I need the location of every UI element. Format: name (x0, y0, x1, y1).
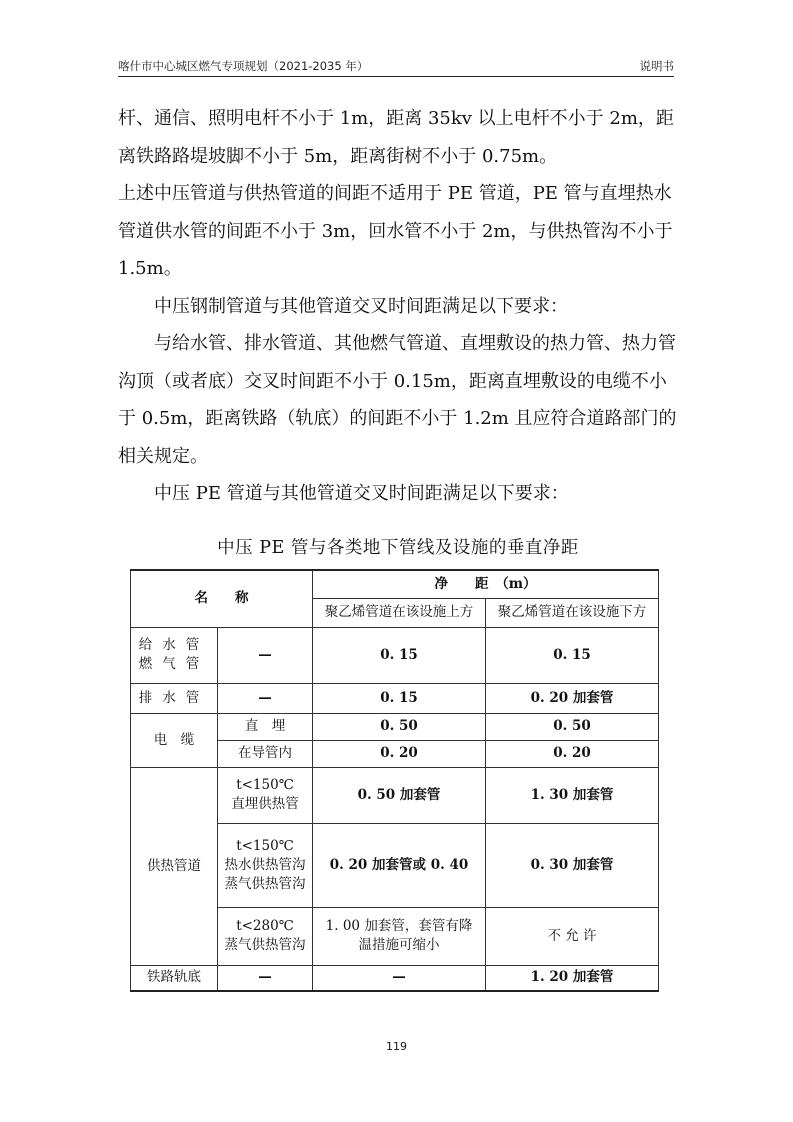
page-header (118, 54, 674, 77)
table-row (131, 683, 659, 713)
cell-sub: 在导管内 (218, 740, 313, 767)
table-row (131, 713, 659, 740)
cell-above: 0. 50 (313, 713, 486, 740)
table-caption: 中压 PE 管与各类地下管线及设施的垂直净距 (217, 538, 579, 558)
cell-name: 排水管 (131, 683, 218, 713)
cell-above: 0. 15 (313, 683, 486, 713)
clearance-table (130, 569, 659, 992)
cell-below: 不 允 许 (486, 907, 659, 965)
body-text (118, 100, 678, 513)
cell-above: 0. 20 加套管或 0. 40 (313, 823, 486, 907)
cell-name: 给水管 燃气管 (131, 627, 218, 683)
table-row (131, 965, 659, 991)
page-number: 119 (386, 1040, 407, 1053)
header-below: 聚乙烯管道在该设施下方 (486, 598, 659, 627)
cell-name: 铁路轨底 (131, 965, 218, 991)
cell-above: 0. 50 加套管 (313, 767, 486, 823)
cell-below: 0. 20 加套管 (486, 683, 659, 713)
cell-sub: — (218, 683, 313, 713)
cell-above: 0. 20 (313, 740, 486, 767)
paragraph-2: 上述中压管道与供热管道的间距不适用于 PE 管道，PE 管与直埋热水管道供水管的间距不小于 3m，回水管不小于 2m，与供热管沟不小于 1.5m。 (118, 183, 673, 279)
header-name: 名 称 (131, 570, 313, 627)
cell-sub: t<150℃ 热水供热管沟 蒸气供热管沟 (218, 823, 313, 907)
cell-below: 1. 20 加套管 (486, 965, 659, 991)
cell-below: 0. 50 (486, 713, 659, 740)
cell-above: 0. 15 (313, 627, 486, 683)
header-above: 聚乙烯管道在该设施上方 (313, 598, 486, 627)
cell-name: 供热管道 (131, 767, 218, 965)
table-header-row (131, 570, 659, 598)
cell-above: 1. 00 加套管，套管有降 温措施可缩小 (313, 907, 486, 965)
cell-sub: — (218, 627, 313, 683)
paragraph-3: 中压钢制管道与其他管道交叉时间距满足以下要求： (154, 295, 568, 317)
cell-sub: — (218, 965, 313, 991)
cell-sub: t<280℃ 蒸气供热管沟 (218, 907, 313, 965)
paragraph-4: 与给水管、排水管道、其他燃气管道、直埋敷设的热力管、热力管沟顶（或者底）交叉时间距不小于 0.15m，距离直埋敷设的电缆不小于 0.5m，距离铁路（轨底）的间距不小于 1.2m 且应符合道路部门的相关规定。 (118, 333, 677, 467)
table-row (131, 767, 659, 823)
paragraph-5: 中压 PE 管道与其他管道交叉时间距满足以下要求： (154, 483, 569, 504)
document-title: 喀什市中心城区燃气专项规划（2021-2035 年） (118, 59, 369, 73)
paragraph-1: 杆、通信、照明电杆不小于 1m，距离 35kv 以上电杆不小于 2m，距离铁路路堤坡脚不小于 5m，距离街树不小于 0.75m。 (118, 108, 674, 167)
cell-name: 电 缆 (131, 713, 218, 767)
cell-below: 0. 20 (486, 740, 659, 767)
section-label: 说明书 (639, 59, 674, 73)
cell-above: — (313, 965, 486, 991)
cell-sub: t<150℃ 直埋供热管 (218, 767, 313, 823)
cell-sub: 直 埋 (218, 713, 313, 740)
table-row (131, 627, 659, 683)
cell-below: 0. 15 (486, 627, 659, 683)
header-clearance: 净 距 （m） (313, 570, 659, 598)
cell-below: 0. 30 加套管 (486, 823, 659, 907)
cell-below: 1. 30 加套管 (486, 767, 659, 823)
